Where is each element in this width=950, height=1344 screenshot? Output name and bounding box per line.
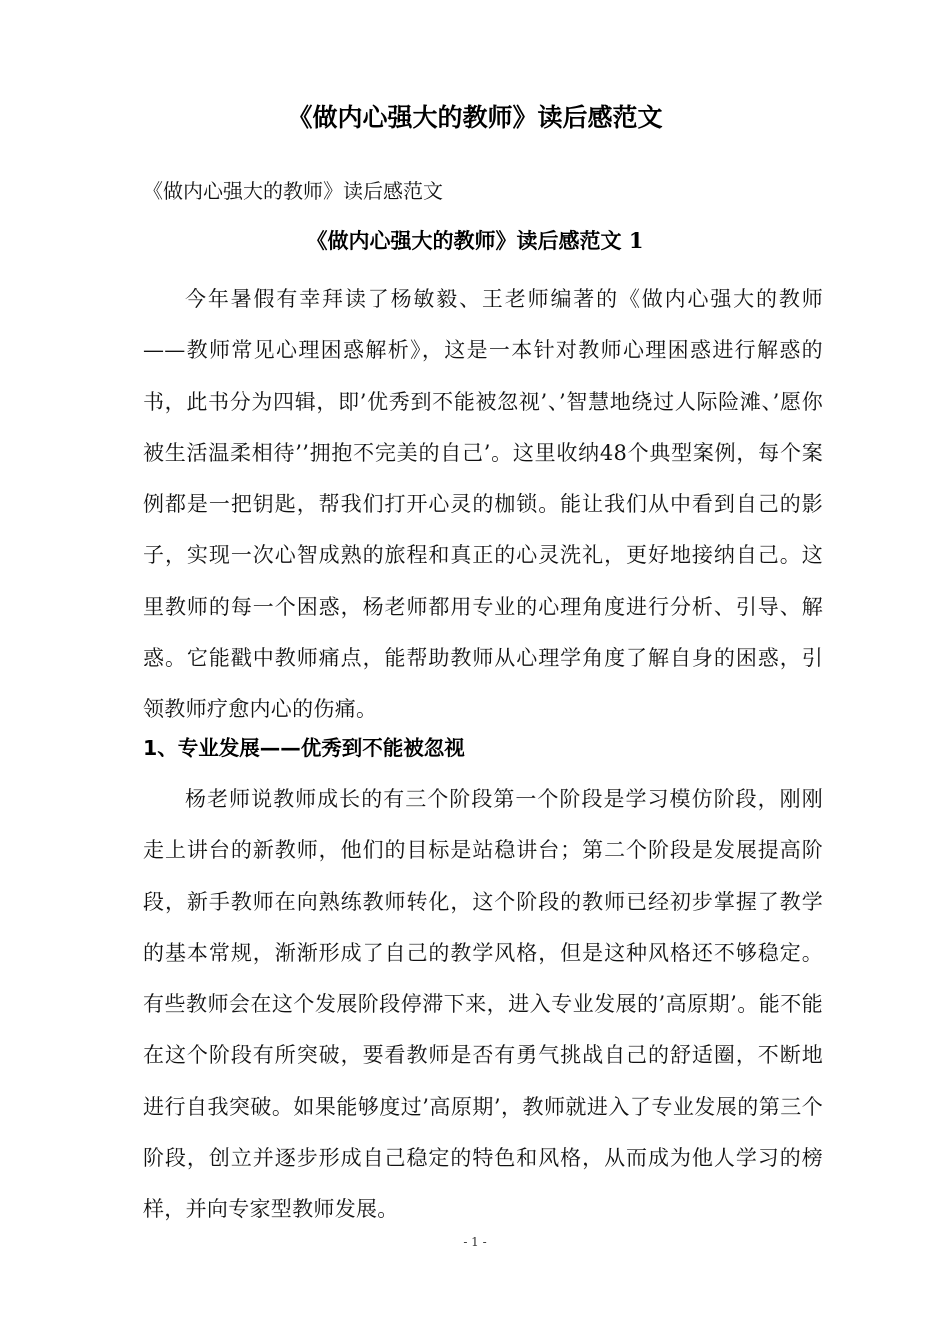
page-number: - 1 - [463, 1235, 487, 1249]
document-title: 《做内心强大的教师》读后感范文 [287, 103, 663, 132]
paragraph-stages: 杨老师说教师成长的有三个阶段第一个阶段是学习模仿阶段，刚刚走上讲台的新教师，他们的目标是站稳讲台；第二个阶段是发展提高阶段，新手教师在向熟练教师转化，这个阶段的教师已经初步掌握了教学的基本常规，渐渐形成了自己的教学风格，但是这种风格还不够稳定。有些教师会在这个发展阶段停滞下来，进入专业发展的’高原期’。能不能在这个阶段有所突破，要看教师是否有勇气挑战自己的舒适圈，不断地进行自我突破。如果能够度过’高原期’，教师就进入了专业发展的第三个阶段，创立并逐步形成自己稳定的特色和风格，从而成为他人学习的榜样，并向专家型教师发展。 [143, 787, 823, 1222]
section-title: 《做内心强大的教师》读后感范文 1 [306, 228, 644, 253]
heading-professional-development: 1、专业发展——优秀到不能被忽视 [143, 736, 465, 760]
paragraph-intro: 今年暑假有幸拜读了杨敏毅、王老师编著的《做内心强大的教师——教师常见心理困惑解析》，这是一本针对教师心理困惑进行解惑的书，此书分为四辑，即’优秀到不能被忽视’、’智慧地绕过人际险滩、’愿你被生活温柔相待’’拥抱不完美的自己’。这里收纳48个典型案例，每个案例都是一把钥匙，帮我们打开心灵的枷锁。能让我们从中看到自己的影子，实现一次心智成熟的旅程和真正的心灵洗礼，更好地接纳自己。这里教师的每一个困惑，杨老师都用专业的心理角度进行分析、引导、解惑。它能戳中教师痛点，能帮助教师从心理学角度了解自身的困惑，引领教师疗愈内心的伤痛。 [143, 287, 823, 722]
document-subtitle: 《做内心强大的教师》读后感范文 [143, 179, 443, 203]
